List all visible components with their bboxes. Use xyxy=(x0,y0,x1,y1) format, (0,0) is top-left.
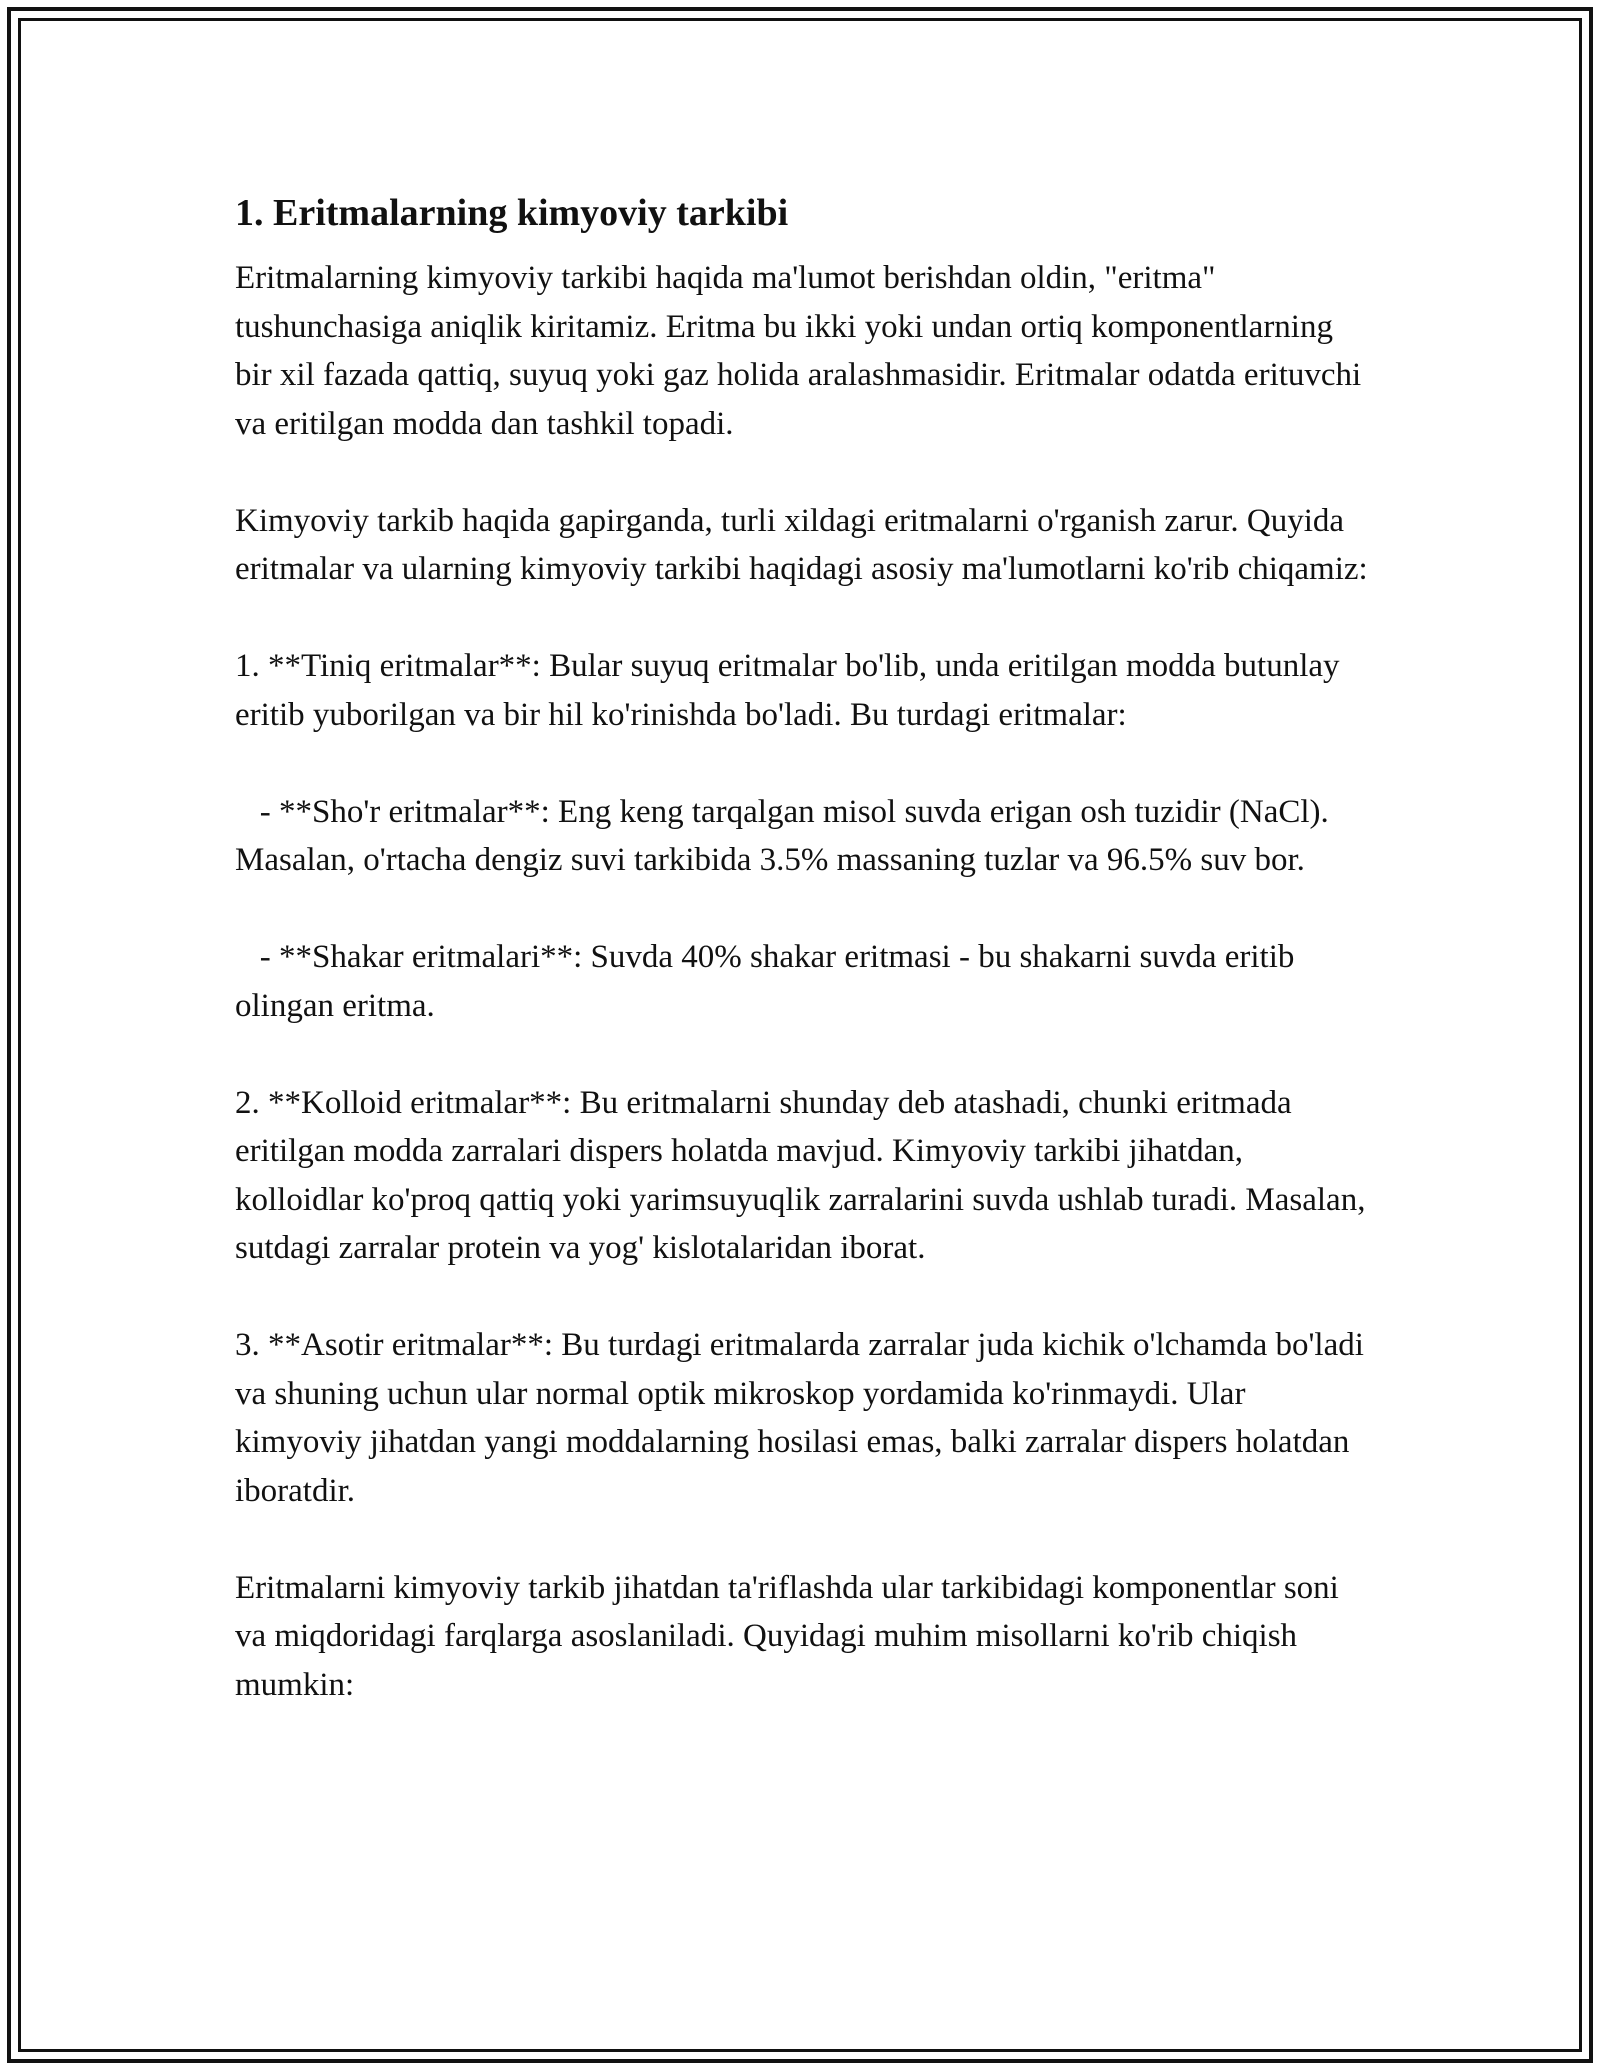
list-item-colloid-solutions: 2. **Kolloid eritmalar**: Bu eritmalarni shunday deb atashadi, chunki eritmada eritilgan modda zarralari dispers holatda mavjud. Kimyoviy tarkibi jihatdan, kolloidlar ko'proq qattiq yoki yarimsuyuqlik zarralarini suvda ushlab turadi. Masalan, sutdagi zarralar protein va yog' kislotalaridan iborat. xyxy=(235,1084,1374,1266)
sub-item-salt-solutions: - **Sho'r eritmalar**: Eng keng tarqalgan misol suvda erigan osh tuzidir (NaCl). Masalan, o'rtacha dengiz suvi tarkibida 3.5% massaning tuzlar va 96.5% suv bor. xyxy=(235,793,1338,878)
paragraph-conclusion: Eritmalarni kimyoviy tarkib jihatdan ta'riflashda ular tarkibidagi komponentlar soni va miqdoridagi farqlarga asoslaniladi. Quyidagi muhim misollarni ko'rib chiqish mumkin: xyxy=(235,1569,1348,1703)
section-heading: 1. Eritmalarning kimyoviy tarkibi xyxy=(235,192,789,234)
list-item-suspension-solutions: 3. **Asotir eritmalar**: Bu turdagi eritmalarda zarralar juda kichik o'lchamda bo'ladi va shuning uchun ular normal optik mikroskop yordamida ko'rinmaydi. Ular kimyoviy jihatdan yangi moddalarning hosilasi emas, balki zarralar dispers holatdan iboratdir. xyxy=(235,1327,1373,1509)
sub-item-sugar-solutions: - **Shakar eritmalari**: Suvda 40% shakar eritmasi - bu shakarni suvda eritib olingan eritma. xyxy=(235,939,1303,1024)
paragraph-intro: Kimyoviy tarkib haqida gapirganda, turli xildagi eritmalarni o'rganish zarur. Quyida eritmalar va ularning kimyoviy tarkibi haqidagi asosiy ma'lumotlarni ko'rib chiqamiz: xyxy=(235,502,1368,587)
paragraph-definition: Eritmalarning kimyoviy tarkibi haqida ma'lumot berishdan oldin, "eritma" tushunchasiga aniqlik kiritamiz. Eritma bu ikki yoki undan ortiq komponentlarning bir xil fazada qattiq, suyuq yoki gaz holida aralashmasidir. Eritmalar odatda erituvchi va eritilgan modda dan tashkil topadi. xyxy=(235,260,1370,442)
document-body xyxy=(235,186,1375,1709)
list-item-clear-solutions: 1. **Tiniq eritmalar**: Bular suyuq eritmalar bo'lib, unda eritilgan modda butunlay eritib yuborilgan va bir hil ko'rinishda bo'ladi. Bu turdagi eritmalar: xyxy=(235,648,1348,733)
